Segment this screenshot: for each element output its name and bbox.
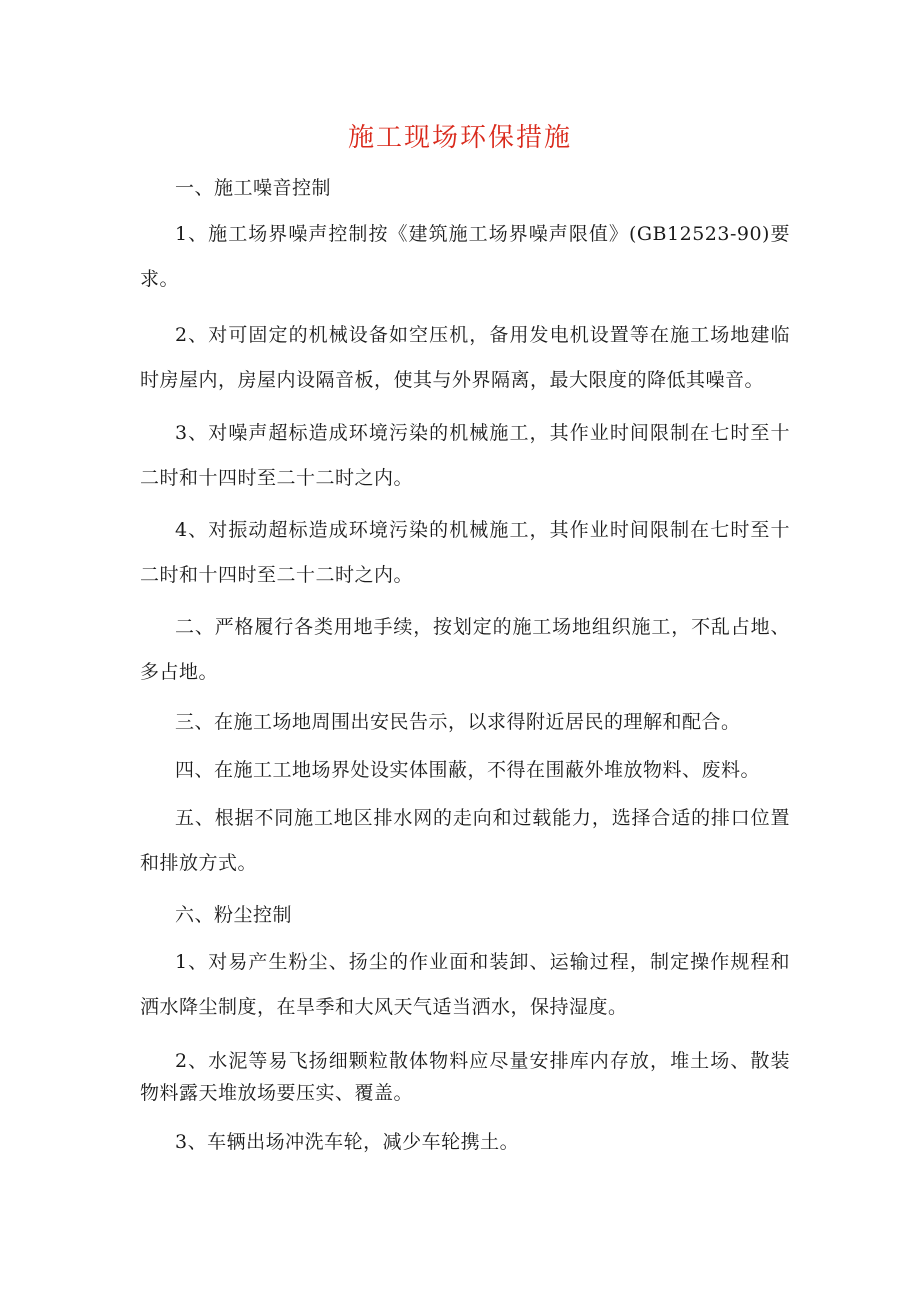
paragraph-noise-1: 1、施工场界噪声控制按《建筑施工场界噪声限值》(GB12523-90)要求。 — [140, 223, 790, 290]
paragraph-dust-3: 3、车辆出场冲洗车轮，减少车轮携土。 — [175, 1131, 520, 1153]
section-heading-land-use: 二、严格履行各类用地手续，按划定的施工场地组织施工，不乱占地、多占地。 — [140, 616, 790, 683]
paragraph-noise-4: 4、对振动超标造成环境污染的机械施工，其作业时间限制在七时至十二时和十四时至二十二时之内。 — [140, 519, 790, 586]
section-heading-drainage: 五、根据不同施工地区排水网的走向和过载能力，选择合适的排口位置和排放方式。 — [140, 807, 790, 874]
section-heading-notice: 三、在施工场地周围出安民告示，以求得附近居民的理解和配合。 — [175, 711, 741, 733]
section-heading-dust: 六、粉尘控制 — [175, 904, 293, 926]
section-heading-noise: 一、施工噪音控制 — [175, 177, 332, 199]
section-heading-enclosure: 四、在施工工地场界处设实体围蔽，不得在围蔽外堆放物料、废料。 — [175, 759, 761, 781]
paragraph-dust-2: 2、水泥等易飞扬细颗粒散体物料应尽量安排库内存放，堆土场、散装物料露天堆放场要压实、覆盖。 — [140, 1050, 790, 1104]
paragraph-noise-2: 2、对可固定的机械设备如空压机，备用发电机设置等在施工场地建临时房屋内，房屋内设隔音板，使其与外界隔离，最大限度的降低其噪音。 — [140, 324, 790, 391]
paragraph-noise-3: 3、对噪声超标造成环境污染的机械施工，其作业时间限制在七时至十二时和十四时至二十二时之内。 — [140, 422, 790, 489]
document-title: 施工现场环保措施 — [347, 123, 572, 153]
paragraph-dust-1: 1、对易产生粉尘、扬尘的作业面和装卸、运输过程，制定操作规程和洒水降尘制度，在旱季和大风天气适当洒水，保持湿度。 — [140, 951, 790, 1018]
